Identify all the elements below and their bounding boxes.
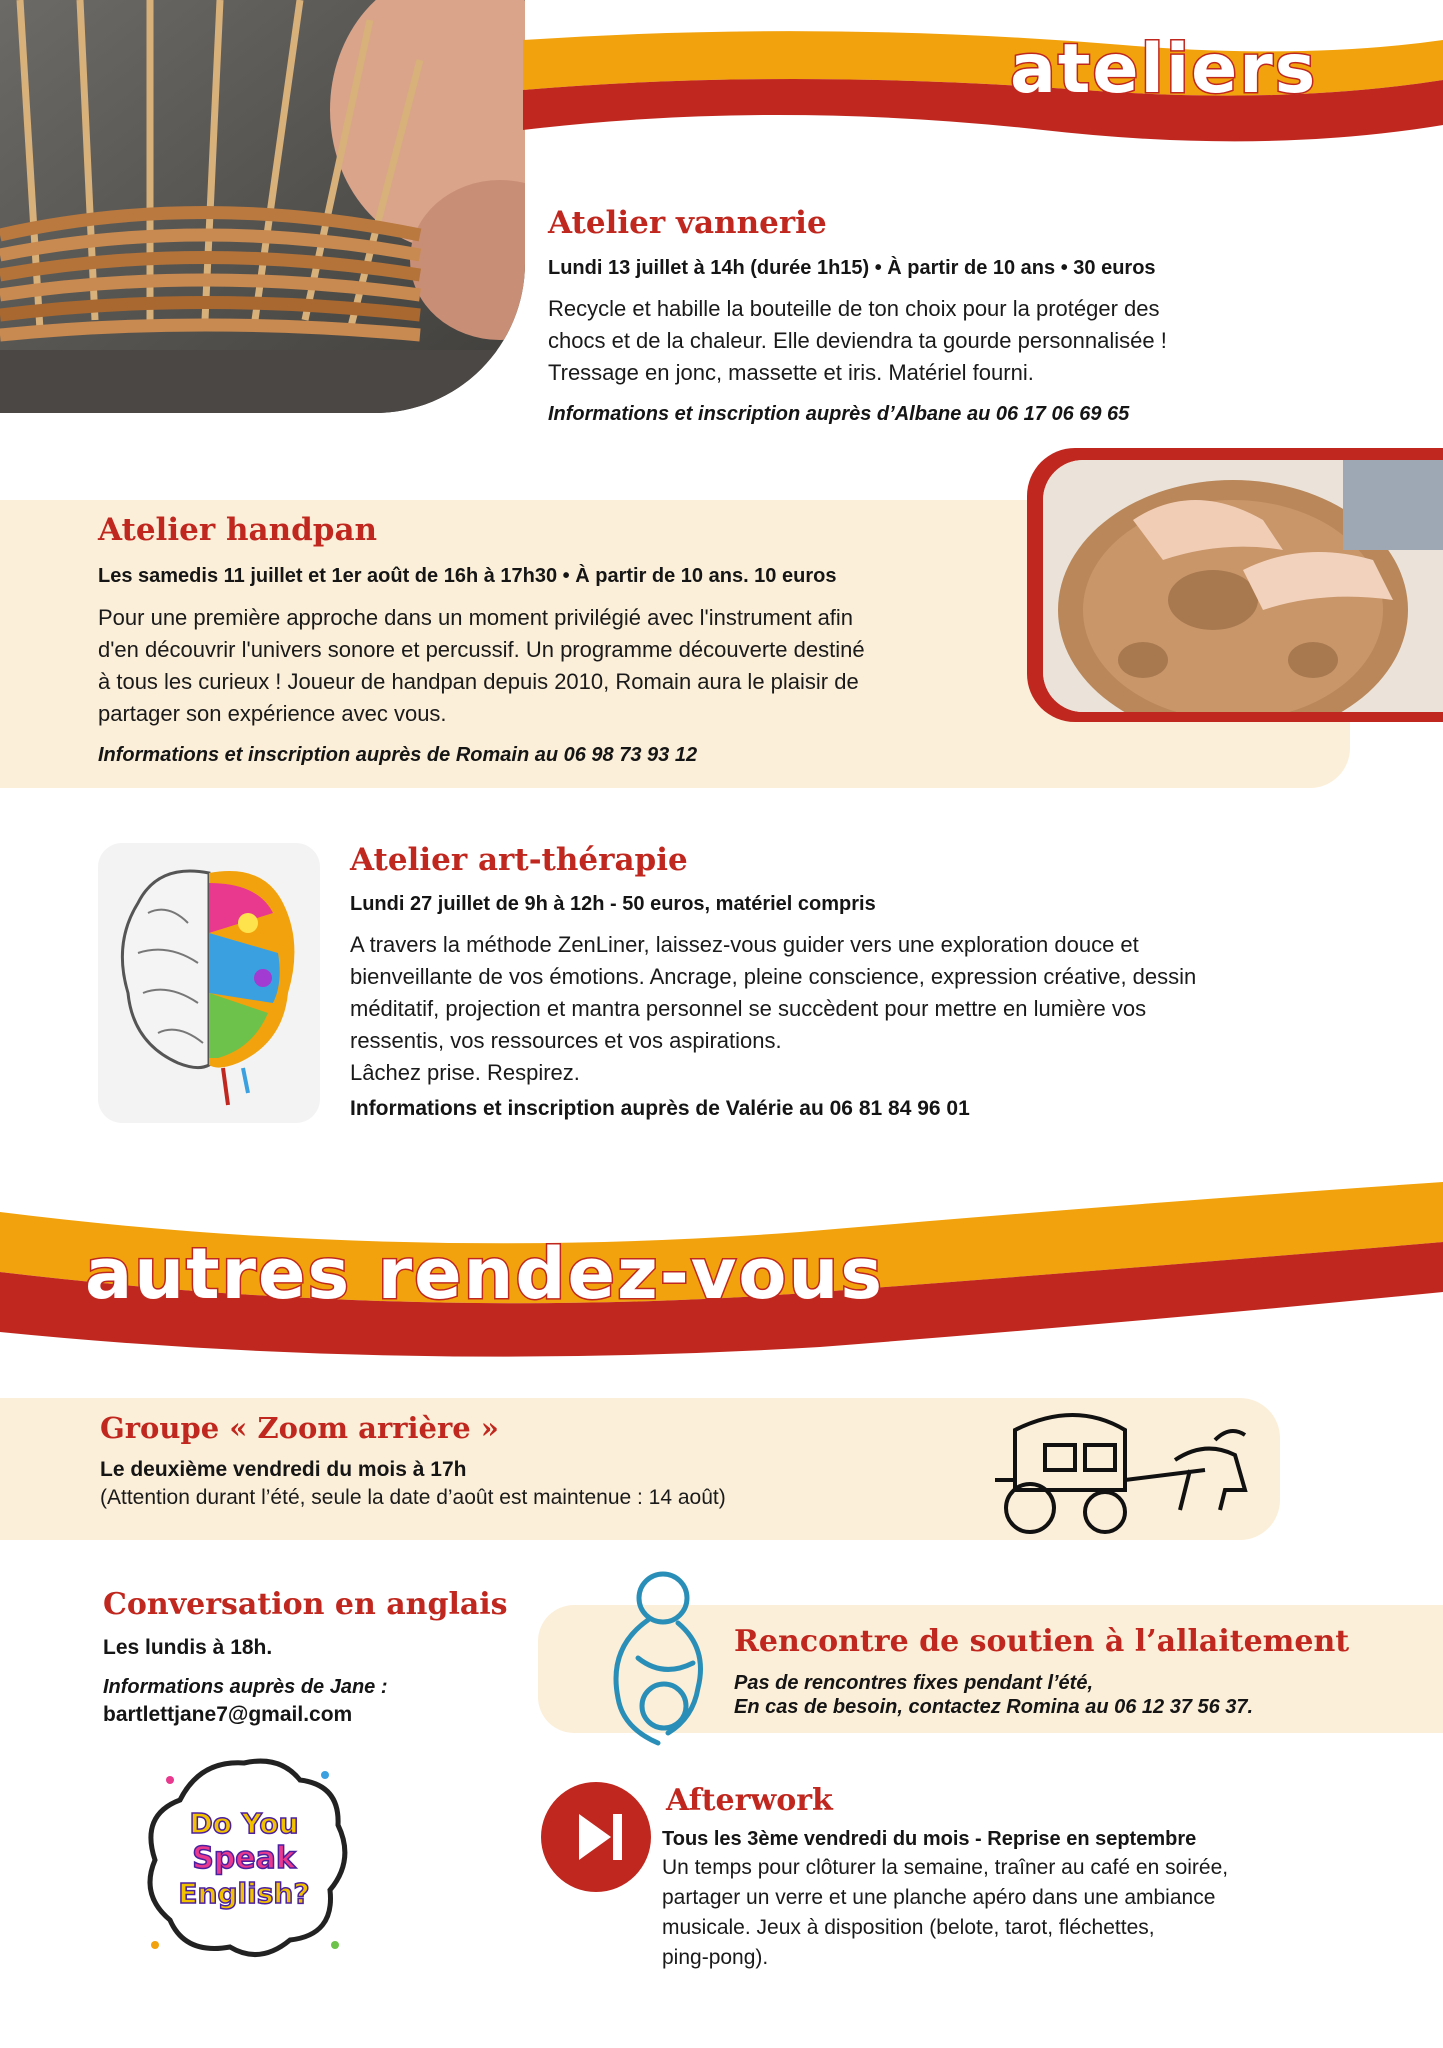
afterwork-line: Un temps pour clôturer la semaine, traîner au café en soirée, — [662, 1856, 1229, 1879]
allaitement-line2: En cas de besoin, contactez Romina au 06 12 37 56 37. — [734, 1696, 1254, 1718]
allaitement-title: Rencontre de soutien à l’allaitement — [734, 1624, 1350, 1659]
anglais-info-label: Informations auprès de Jane : — [103, 1676, 388, 1698]
art-meta: Lundi 27 juillet de 9h à 12h - 50 euros, matériel compris — [350, 893, 876, 915]
handpan-description — [98, 602, 998, 730]
badge-line: Do You — [189, 1807, 299, 1840]
vannerie-line: Tressage en jonc, massette et iris. Matériel fourni. — [548, 360, 1034, 385]
anglais-email[interactable]: bartlettjane7@gmail.com — [103, 1703, 353, 1726]
handpan-info: Informations et inscription auprès de Romain au 06 98 73 93 12 — [98, 744, 698, 766]
carriage-sketch — [975, 1400, 1275, 1540]
vannerie-line: Recycle et habille la bouteille de ton choix pour la protéger des — [548, 296, 1160, 321]
speak-english-badge — [140, 1755, 348, 1965]
play-next-icon — [541, 1782, 651, 1892]
afterwork-title: Afterwork — [666, 1783, 833, 1818]
afterwork-line: ping-pong). — [662, 1946, 769, 1969]
anglais-title: Conversation en anglais — [103, 1587, 508, 1622]
breastfeeding-icon — [598, 1568, 718, 1768]
art-description — [350, 929, 1410, 1089]
handpan-meta: Les samedis 11 juillet et 1er août de 16h à 17h30 • À partir de 10 ans. 10 euros — [98, 565, 837, 587]
handpan-photo-frame — [1027, 448, 1443, 722]
art-line: ressentis, vos ressources et vos aspirations. — [350, 1028, 782, 1053]
autres-heading: autres rendez-vous — [85, 1233, 884, 1315]
zoom-meta: Le deuxième vendredi du mois à 17h — [100, 1458, 467, 1481]
afterwork-line: partager un verre et une planche apéro dans une ambiance — [662, 1886, 1216, 1909]
handpan-line: d'en découvrir l'univers sonore et percussif. Un programme découverte destiné — [98, 637, 865, 662]
vannerie-line: chocs et de la chaleur. Elle deviendra ta gourde personnalisée ! — [548, 328, 1167, 353]
vannerie-title: Atelier vannerie — [548, 205, 827, 241]
badge-line: English? — [178, 1877, 310, 1910]
art-line: méditatif, projection et mantra personnel se succèdent pour mettre en lumière vos — [350, 996, 1147, 1021]
afterwork-meta: Tous les 3ème vendredi du mois - Reprise en septembre — [662, 1828, 1197, 1850]
afterwork-description — [662, 1853, 1302, 1973]
brain-illustration — [98, 843, 320, 1123]
zoom-title: Groupe « Zoom arrière » — [100, 1411, 499, 1445]
anglais-meta: Les lundis à 18h. — [103, 1636, 273, 1659]
basket-weaving-photo — [0, 0, 525, 413]
ateliers-heading: ateliers — [1010, 30, 1318, 109]
handpan-photo — [1043, 460, 1443, 712]
art-info: Informations et inscription auprès de Valérie au 06 81 84 96 01 — [350, 1097, 970, 1120]
afterwork-line: musicale. Jeux à disposition (belote, tarot, fléchettes, — [662, 1916, 1155, 1939]
vannerie-info: Informations et inscription auprès d’Albane au 06 17 06 69 65 — [548, 403, 1130, 425]
handpan-line: Pour une première approche dans un moment privilégié avec l'instrument afin — [98, 605, 854, 630]
art-line: bienveillante de vos émotions. Ancrage, pleine conscience, expression créative, dessin — [350, 964, 1197, 989]
art-title: Atelier art-thérapie — [350, 842, 688, 878]
art-line: A travers la méthode ZenLiner, laissez-vous guider vers une exploration douce et — [350, 932, 1139, 957]
vannerie-meta: Lundi 13 juillet à 14h (durée 1h15) • À partir de 10 ans • 30 euros — [548, 257, 1156, 279]
art-line: Lâchez prise. Respirez. — [350, 1060, 580, 1085]
handpan-line: à tous les curieux ! Joueur de handpan depuis 2010, Romain aura le plaisir de — [98, 669, 859, 694]
vannerie-description — [548, 293, 1388, 389]
handpan-title: Atelier handpan — [98, 512, 378, 548]
allaitement-line1: Pas de rencontres fixes pendant l’été, — [734, 1672, 1094, 1694]
badge-line: Speak — [192, 1841, 296, 1876]
zoom-note: (Attention durant l’été, seule la date d’août est maintenue : 14 août) — [100, 1486, 726, 1509]
handpan-line: partager son expérience avec vous. — [98, 701, 447, 726]
